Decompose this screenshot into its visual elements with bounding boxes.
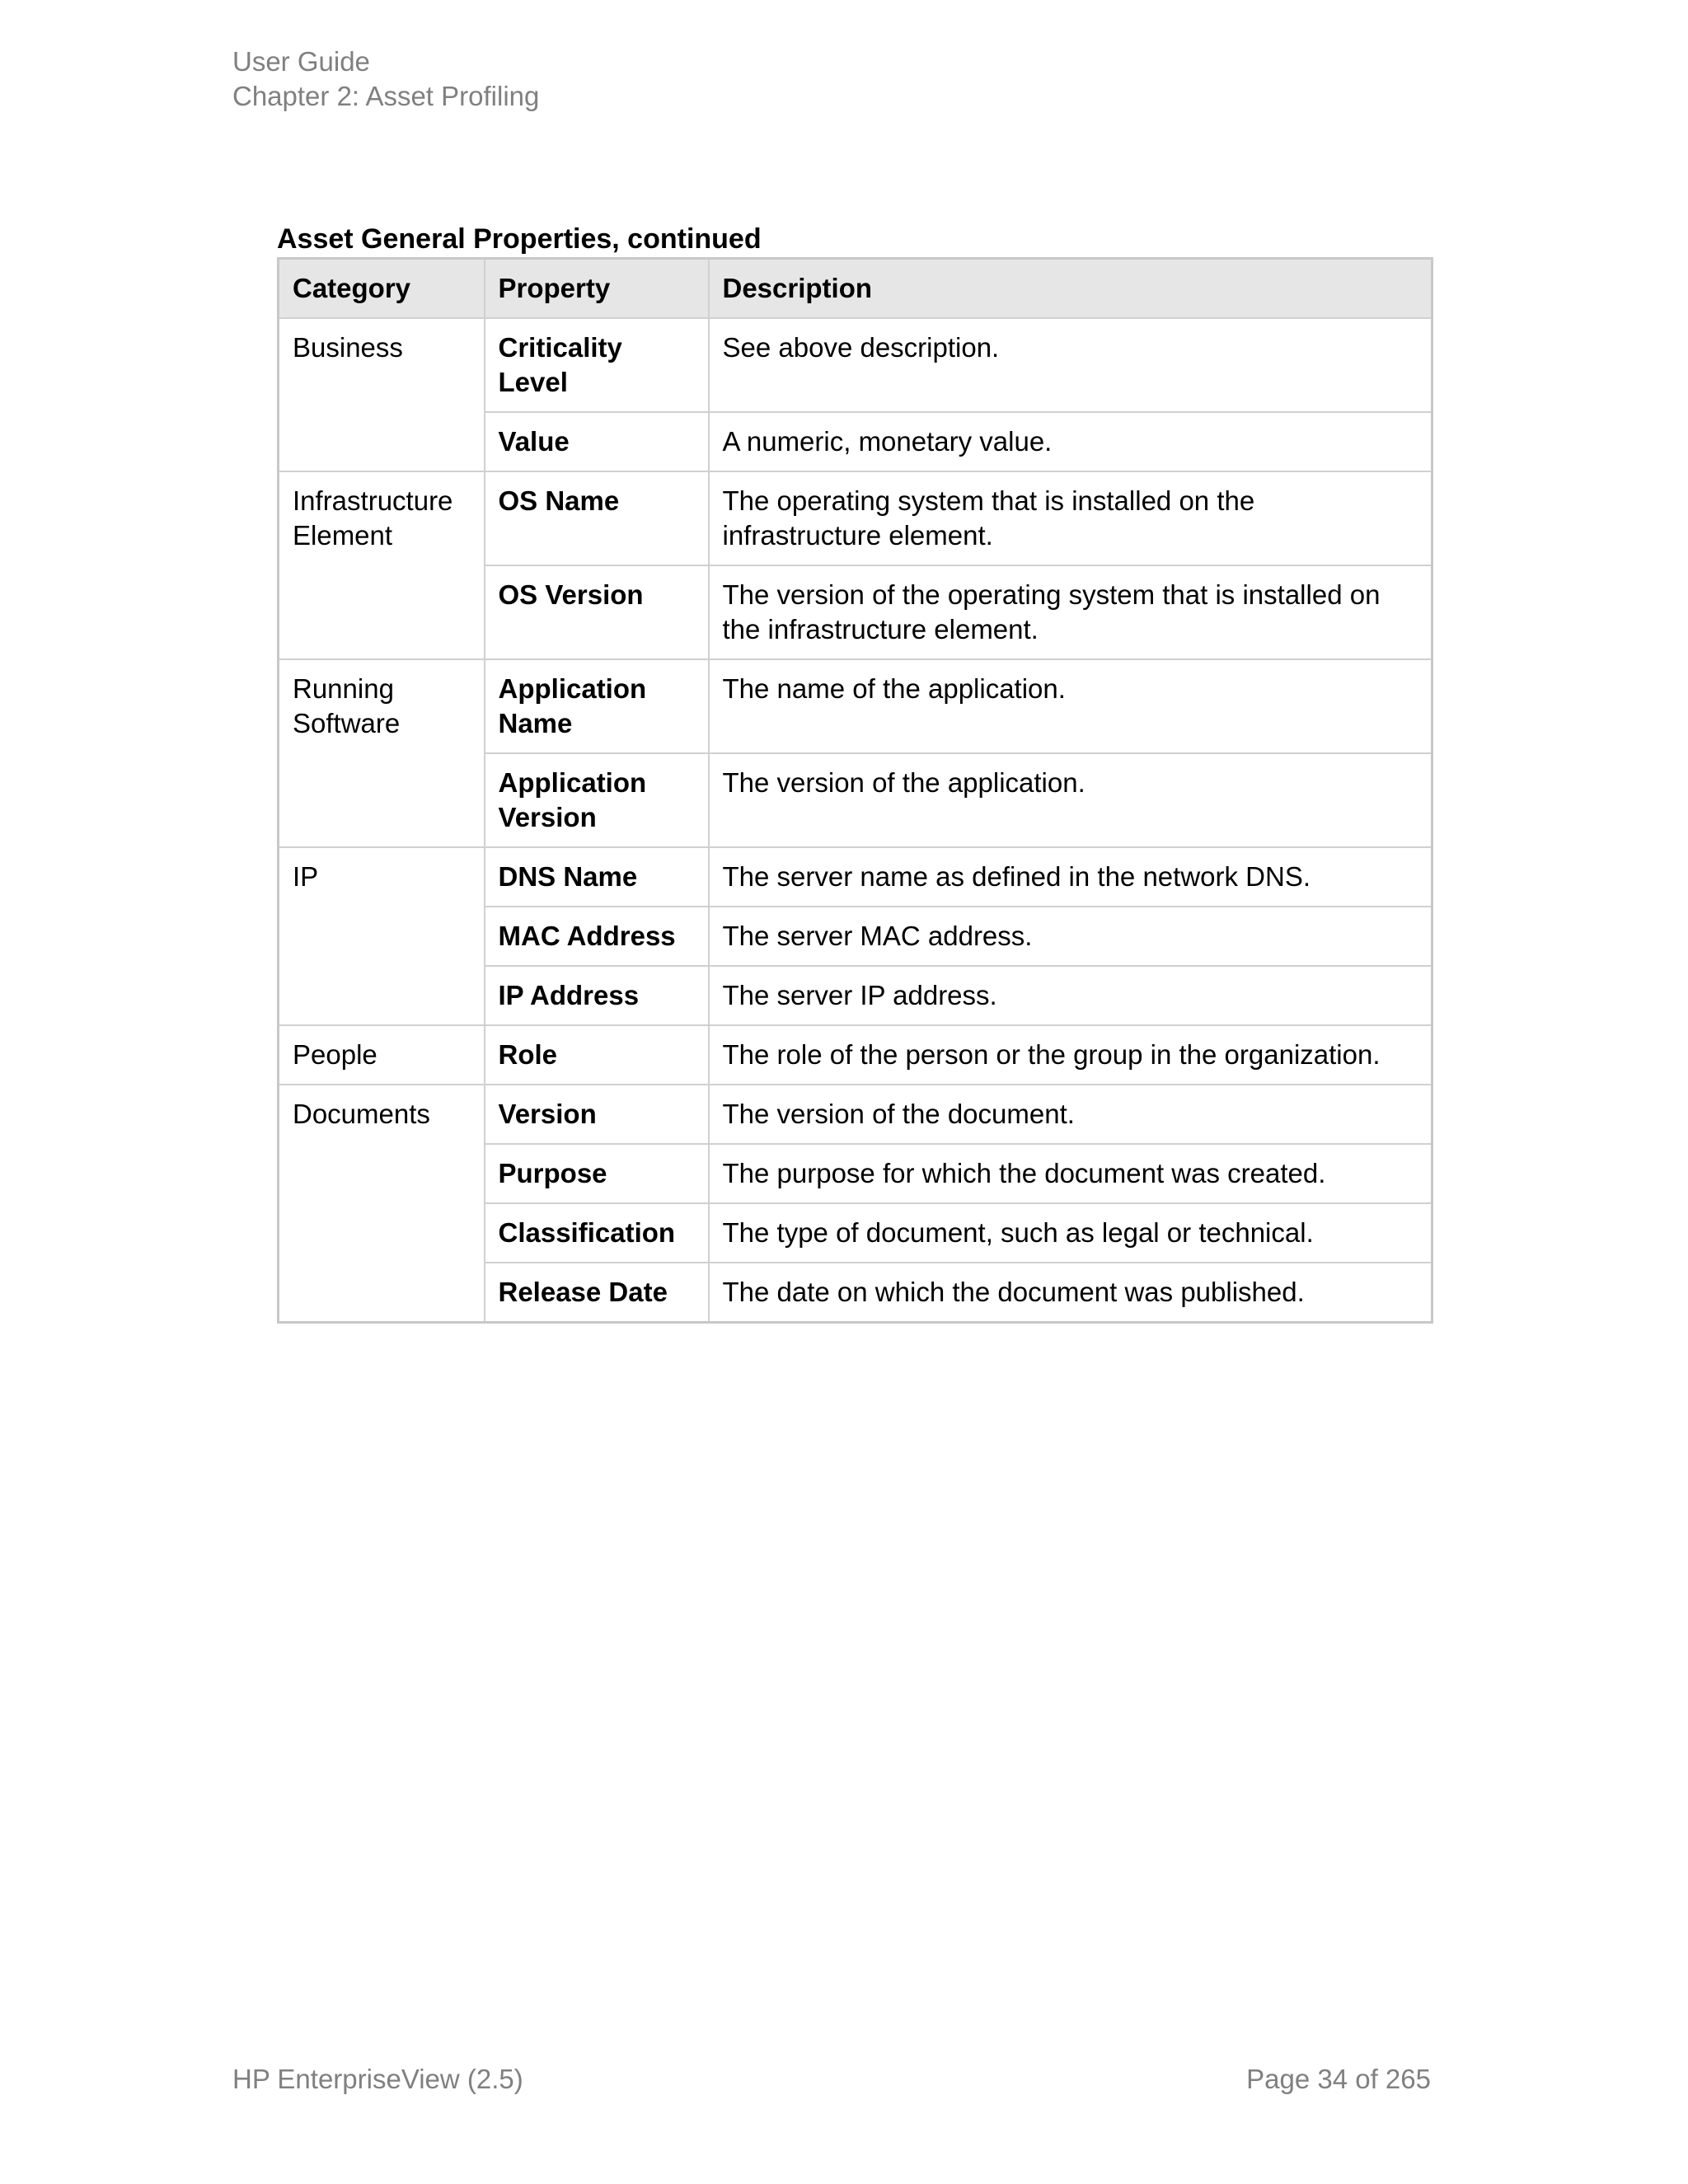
footer-product-name: HP EnterpriseView (2.5) <box>232 2064 523 2094</box>
category-cell: Infrastructure Element <box>279 471 485 659</box>
description-cell: The server name as defined in the network DNS. <box>709 847 1432 907</box>
header-chapter-title: Chapter 2: Asset Profiling <box>232 81 540 111</box>
description-cell: The version of the operating system that is installed on the infrastructure element. <box>709 565 1432 659</box>
property-cell: Application Version <box>485 753 709 847</box>
property-cell: Role <box>485 1025 709 1085</box>
table-header-row <box>279 259 1432 319</box>
description-cell: The type of document, such as legal or technical. <box>709 1203 1432 1263</box>
description-cell: The name of the application. <box>709 659 1432 753</box>
table-row <box>279 1025 1432 1085</box>
property-cell: Release Date <box>485 1263 709 1323</box>
description-cell: The role of the person or the group in the organization. <box>709 1025 1432 1085</box>
asset-properties-table <box>277 257 1433 1324</box>
description-cell: The version of the document. <box>709 1085 1432 1144</box>
category-cell: People <box>279 1025 485 1085</box>
table-row <box>279 847 1432 907</box>
property-cell: Application Name <box>485 659 709 753</box>
property-cell: Purpose <box>485 1144 709 1203</box>
description-cell: The server MAC address. <box>709 907 1432 966</box>
table-row <box>279 318 1432 412</box>
description-cell: A numeric, monetary value. <box>709 412 1432 471</box>
property-cell: IP Address <box>485 966 709 1025</box>
property-cell: DNS Name <box>485 847 709 907</box>
footer-page-number: Page 34 of 265 <box>1246 2064 1431 2094</box>
column-header-description: Description <box>709 259 1432 319</box>
column-header-property: Property <box>485 259 709 319</box>
property-cell: OS Name <box>485 471 709 565</box>
column-header-category: Category <box>279 259 485 319</box>
description-cell: The version of the application. <box>709 753 1432 847</box>
running-header <box>232 45 539 114</box>
category-cell: IP <box>279 847 485 1025</box>
property-cell: OS Version <box>485 565 709 659</box>
property-cell: Classification <box>485 1203 709 1263</box>
table-row <box>279 1085 1432 1144</box>
header-doc-title: User Guide <box>232 46 370 77</box>
description-cell: The purpose for which the document was created. <box>709 1144 1432 1203</box>
table-row <box>279 471 1432 565</box>
description-cell: The operating system that is installed on the infrastructure element. <box>709 471 1432 565</box>
description-cell: See above description. <box>709 318 1432 412</box>
description-cell: The server IP address. <box>709 966 1432 1025</box>
table-row <box>279 659 1432 753</box>
category-cell: Documents <box>279 1085 485 1323</box>
property-cell: Criticality Level <box>485 318 709 412</box>
description-cell: The date on which the document was published. <box>709 1263 1432 1323</box>
category-cell: Business <box>279 318 485 471</box>
property-cell: Value <box>485 412 709 471</box>
table-caption: Asset General Properties, continued <box>277 223 762 255</box>
property-cell: MAC Address <box>485 907 709 966</box>
property-cell: Version <box>485 1085 709 1144</box>
category-cell: Running Software <box>279 659 485 847</box>
